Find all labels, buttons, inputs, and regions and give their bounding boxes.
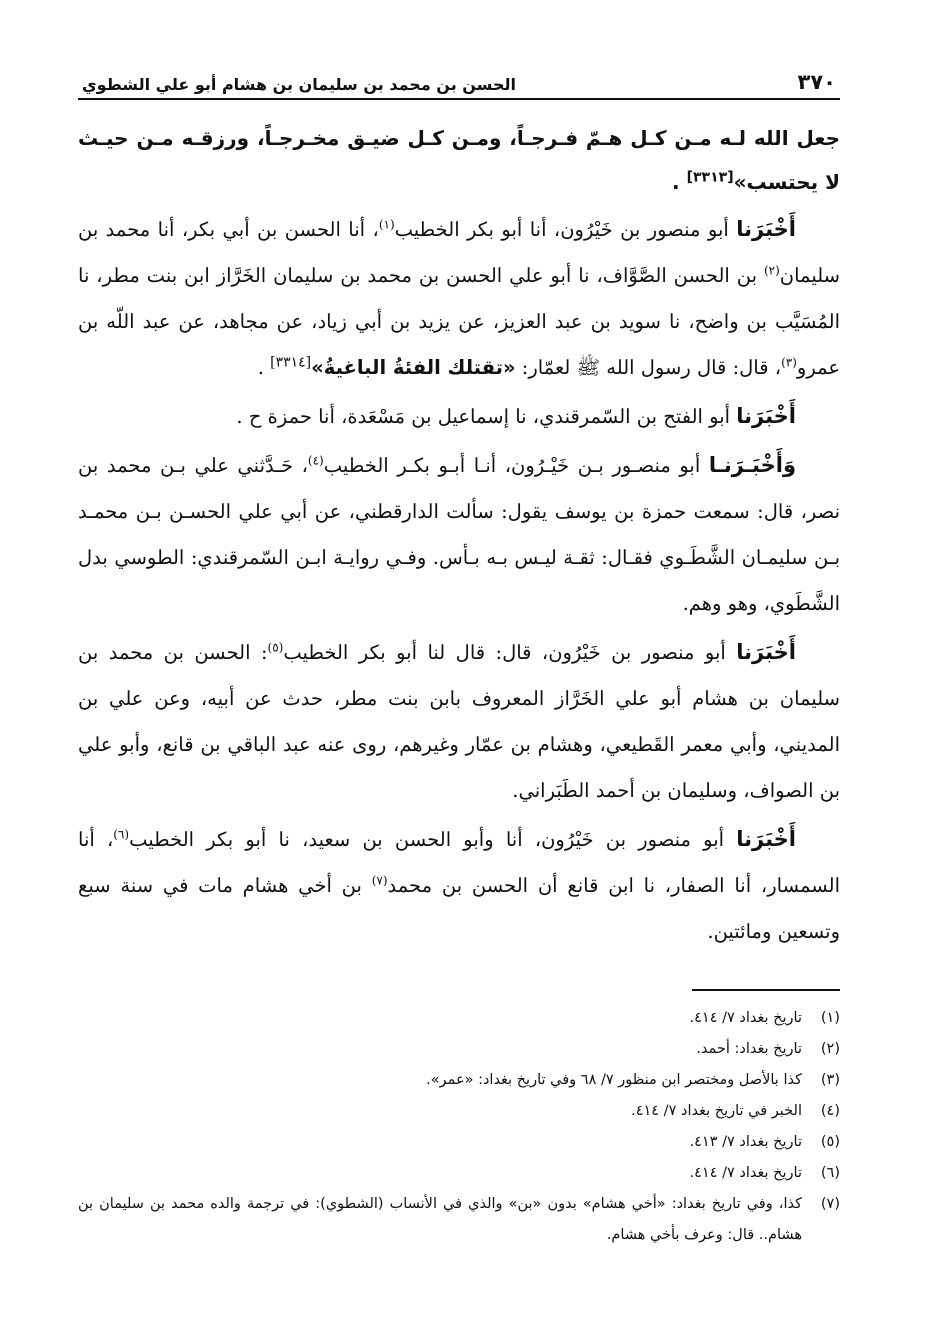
- footnote-number: (١): [820, 1010, 840, 1026]
- footnote-number: (٢): [820, 1041, 840, 1057]
- footnote-marker[interactable]: (١): [378, 217, 395, 232]
- footnote-divider: [692, 989, 840, 991]
- paragraph-end: .: [257, 356, 271, 379]
- footnote-text: تاريخ بغداد ٧/ ٤١٣.: [689, 1134, 802, 1150]
- paragraph-isnad: [78, 442, 840, 627]
- isnad-lead-word: أَخْبَرَنا: [736, 827, 797, 851]
- running-head: [78, 58, 840, 100]
- paragraph-text: بن أخي هشام مات في سنة سبع وتسعين ومائتين.: [78, 874, 840, 943]
- footnote-number: (٧): [820, 1196, 840, 1212]
- paragraph-hadith-ending: جعل الله لـه مـن كـل هـمّ فـرجـاً، ومـن كـل ضيـق مخـرجـاً، ورزقـه مـن حيـث لا يحتسب»[٣٣١٣] .: [78, 126, 840, 194]
- paragraph-isnad: [78, 206, 840, 391]
- paragraph-text: أبو منصور بن خَيْرُون، أنا وأبو الحسن بن سعيد، نا أبو بكر الخطيب: [129, 828, 737, 851]
- page-number: ٣٧٠: [797, 70, 836, 94]
- footnote-marker[interactable]: (٧): [371, 873, 388, 888]
- paragraph-text: جعل الله لـه مـن كـل هـمّ فـرجـاً، ومـن كـل ضيـق مخـرجـاً، ورزقـه مـن حيـث لا يحتسب»: [78, 126, 840, 194]
- paragraph-text: أبو منصور بن خَيْرُون، أنا أبو بكر الخطيب: [394, 218, 737, 241]
- footnote-text: تاريخ بغداد ٧/ ٤١٤.: [689, 1165, 802, 1181]
- isnad-lead-word: أَخْبَرَنا: [736, 404, 796, 428]
- isnad-lead-word: وَأَخْبَـرَنـا: [708, 453, 796, 477]
- footnote-number: (٦): [820, 1165, 840, 1181]
- footnote: [78, 1003, 840, 1034]
- footnote-text: كذا، وفي تاريخ بغداد: «أخي هشام» بدون «بن» والذي في الأنساب (الشطوي): في ترجمة والده محمد بن سليمان بن هشام.. قال: وعرف بأخي هشام.: [78, 1196, 802, 1243]
- paragraph-isnad: [78, 816, 840, 955]
- footnote-number: (٣): [820, 1072, 840, 1088]
- footnote-text: كذا بالأصل ومختصر ابن منظور ٧/ ٦٨ وفي تاريخ بغداد: «عمر».: [426, 1072, 802, 1088]
- footnote: [78, 1189, 840, 1251]
- isnad-lead-word: أَخْبَرَنا: [736, 640, 796, 664]
- footnote-number: (٥): [820, 1134, 840, 1150]
- footnote-text: الخبر في تاريخ بغداد ٧/ ٤١٤.: [631, 1103, 802, 1119]
- footnote-marker[interactable]: (٢): [763, 263, 780, 278]
- footnote-number: (٤): [820, 1103, 840, 1119]
- paragraph-text: أبو منصـور بـن خَيْـرُون، أنـا أبـو بكـر الخطيب: [323, 454, 709, 477]
- footnote: [78, 1034, 840, 1065]
- narration-number: [٣٣١٣]: [686, 169, 734, 186]
- narration-number: [٣٣١٤]: [270, 354, 312, 371]
- isnad-lead-word: أَخْبَرَنا: [736, 217, 796, 241]
- paragraph-text: ، قال: قال رسول الله ﷺ لعمّار:: [515, 356, 782, 379]
- footnote-marker[interactable]: (٣): [781, 355, 797, 370]
- paragraph-text: أبو منصور بن خَيْرُون، قال: قال لنا أبو بكر الخطيب: [283, 641, 737, 664]
- paragraph-text: بن الحسن الصَّوَّاف، نا أبو علي الحسن بن محمد بن سليمان الخَرَّاز ابن بنت مطر، نا المُسَيَّب بن واضح، نا سويد بن عبد العزيز، عن يزيد بن أبي زياد، عن مجاهد، عن عبد اللّه بن عمرو: [78, 264, 840, 379]
- paragraph-text: أبو الفتح بن السّمرقندي، نا إسماعيل بن مَسْعَدة، أنا حمزة ح .: [236, 405, 737, 428]
- paragraph-text: ، أنا السمسار، أنا الصفار، نا ابن قانع أن الحسن بن محمد: [78, 828, 840, 897]
- book-page: [78, 58, 840, 1318]
- footnote-marker[interactable]: (٦): [113, 827, 130, 842]
- footnote: [78, 1065, 840, 1096]
- footnote-text: تاريخ بغداد: أحمد.: [696, 1041, 802, 1057]
- footnote: [78, 1127, 840, 1158]
- hadith-text: «تقتلك الفئةُ الباغيةُ»: [311, 356, 516, 379]
- header-title: الحسن بن محمد بن سليمان بن هشام أبو علي الشطوي: [82, 75, 516, 94]
- footnote: [78, 1096, 840, 1127]
- footnote-marker[interactable]: (٥): [267, 640, 284, 655]
- paragraph-text: ، حَـدَّثني علي بـن محمد بن نصر، قال: سمعت حمزة بن يوسف يقول: سألت الدارقطني، عن أبي علي الحسـن بـن محمـد بـن سليمـان الشَّطَـوي فقـال: ثقـة ليـس بـه بـأس. وفـي روايـة ابـن السّمرقندي: الطوسي بدل الشَّطَوي، وهو وهم.: [78, 454, 840, 615]
- paragraph-text: : الحسن بن محمد بن سليمان بن هشام أبو علي الخَرَّاز المعروف بابن بنت مطر، حدث عن أبيه، وعن علي بن المديني، وأبي معمر القَطيعي، وهشام بن عمّار وغيرهم، روى عنه عبد الباقي بن قانع، وأبو علي بن الصواف، وسليمان بن أحمد الطَبَراني.: [78, 641, 840, 802]
- paragraph-isnad: [78, 629, 840, 814]
- footnotes-list: [78, 1003, 840, 1251]
- main-text: [78, 116, 840, 955]
- paragraph-isnad: [78, 393, 840, 440]
- paragraph-text: ، أنا الحسن بن أبي بكر، أنا محمد بن سليمان: [78, 218, 840, 287]
- footnote-marker[interactable]: (٤): [307, 453, 324, 468]
- footnote: [78, 1158, 840, 1189]
- footnote-text: تاريخ بغداد ٧/ ٤١٤.: [689, 1010, 802, 1026]
